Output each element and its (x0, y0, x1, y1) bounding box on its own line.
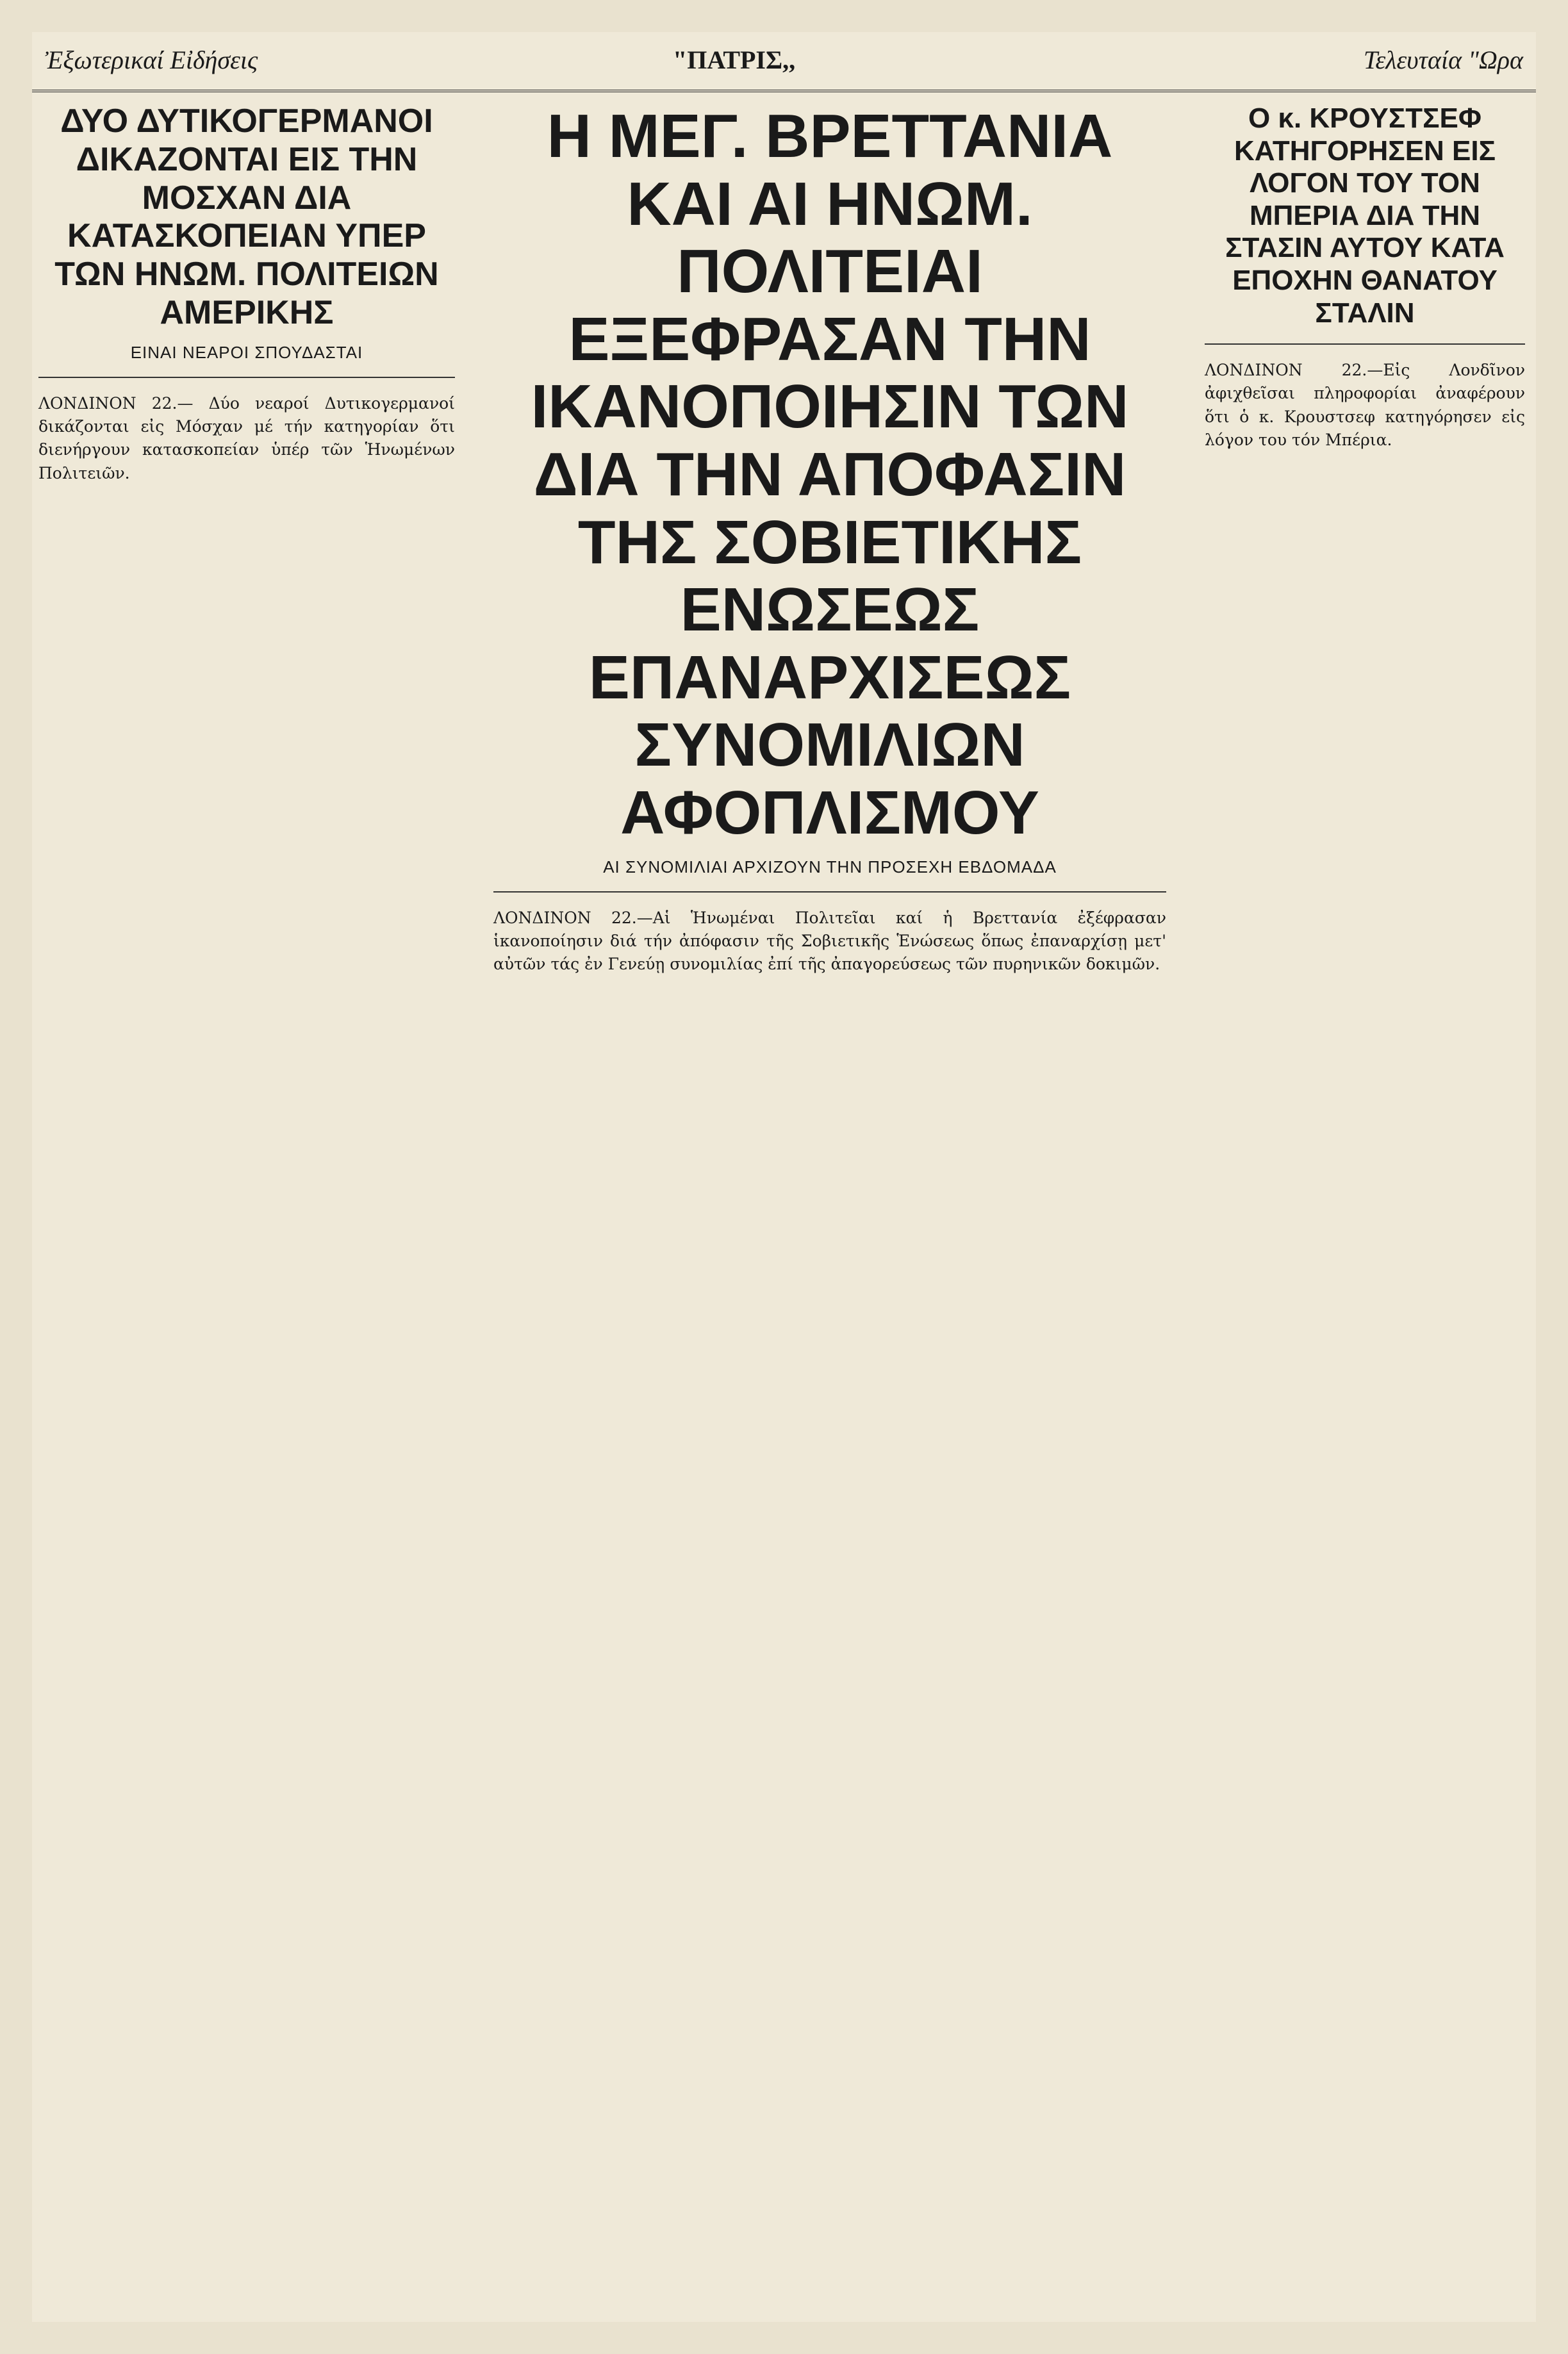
center-article: ΛΟΝΔΙΝΟΝ 22.—Αἱ Ἡνωμέναι Πολιτεῖαι καί ἡ Βρεττανία ἐξέφρασαν ἱκανοποίησιν διά τήν ἀπόφασιν τῆς Σοβιετικῆς Ἑνώσεως ὅπως ἐπαναρχίσῃ μετ' αὐτῶν τάς ἐν Γενεύῃ συνομιλίας ἐπί τῆς ἀπαγορεύσεως τῶν πυρηνικῶν δοκιμῶν. (493, 908, 1166, 974)
section-title-right: Τελευταία "Ωρα (1363, 45, 1523, 74)
newspaper-name: "ΠΑΤΡΙΣ,, (673, 45, 796, 74)
left-subhead: ΕΙΝΑΙ ΝΕΑΡΟΙ ΣΠΟΥΔΑΣΤΑΙ (130, 342, 363, 362)
masthead (32, 32, 1536, 92)
center-subhead: ΑΙ ΣΥΝΟΜΙΛΙΑΙ ΑΡΧΙΖΟΥΝ ΤΗΝ ΠΡΟΣΕΧΗ ΕΒΔΟΜΑΔΑ (603, 857, 1057, 877)
center-column (493, 103, 1166, 976)
newspaper-page (32, 32, 1536, 2322)
right-article: ΛΟΝΔΙΝΟΝ 22.—Εἰς Λονδῖνον ἀφιχθεῖσαι πληροφορίαι ἀναφέρουν ὅτι ὁ κ. Κρουστσεφ κατηγόρησεν εἰς λόγον του τόν Μπέρια. (1205, 361, 1525, 449)
section-title: Ἐξωτερικαί Εἰδήσεις (45, 45, 258, 74)
left-column (38, 103, 455, 485)
left-headline: ΔΥΟ ΔΥΤΙΚΟΓΕΡΜΑΝΟΙ ΔΙΚΑΖΟΝΤΑΙ ΕΙΣ ΤΗΝ ΜΟΣΧΑΝ ΔΙΑ ΚΑΤΑΣΚΟΠΕΙΑΝ ΥΠΕΡ ΤΩΝ ΗΝΩΜ. ΠΟΛΙΤΕΙΩΝ ΑΜΕΡΙΚΗΣ (54, 103, 439, 331)
center-headline: Η ΜΕΓ. ΒΡΕΤΤΑΝΙΑ ΚΑΙ ΑΙ ΗΝΩΜ. ΠΟΛΙΤΕΙΑΙ ΕΞΕΦΡΑΣΑΝ ΤΗΝ ΙΚΑΝΟΠΟΙΗΣΙΝ ΤΩΝ ΔΙΑ ΤΗΝ ΑΠΟΦΑΣΙΝ ΤΗΣ ΣΟΒΙΕΤΙΚΗΣ ΕΝΩΣΕΩΣ ΕΠΑΝΑΡΧΙΣΕΩΣ ΣΥΝΟΜΙΛΙΩΝ ΑΦΟΠΛΙΣΜΟΥ (531, 102, 1129, 847)
right-headline: Ο κ. ΚΡΟΥΣΤΣΕΦ ΚΑΤΗΓΟΡΗΣΕΝ ΕΙΣ ΛΟΓΟΝ ΤΟΥ ΤΟΝ ΜΠΕΡΙΑ ΔΙΑ ΤΗΝ ΣΤΑΣΙΝ ΑΥΤΟΥ ΚΑΤΑ ΕΠΟΧΗΝ ΘΑΝΑΤΟΥ ΣΤΑΛΙΝ (1225, 103, 1505, 329)
left-article: ΛΟΝΔΙΝΟΝ 22.— Δύο νεαροί Δυτικογερμανοί δικάζονται εἰς Μόσχαν μέ τήν κατηγορίαν ὅτι διενήργουν κατασκοπείαν ὑπέρ τῶν Ἡνωμένων Πολιτειῶν. (38, 393, 455, 482)
right-column (1205, 103, 1525, 452)
